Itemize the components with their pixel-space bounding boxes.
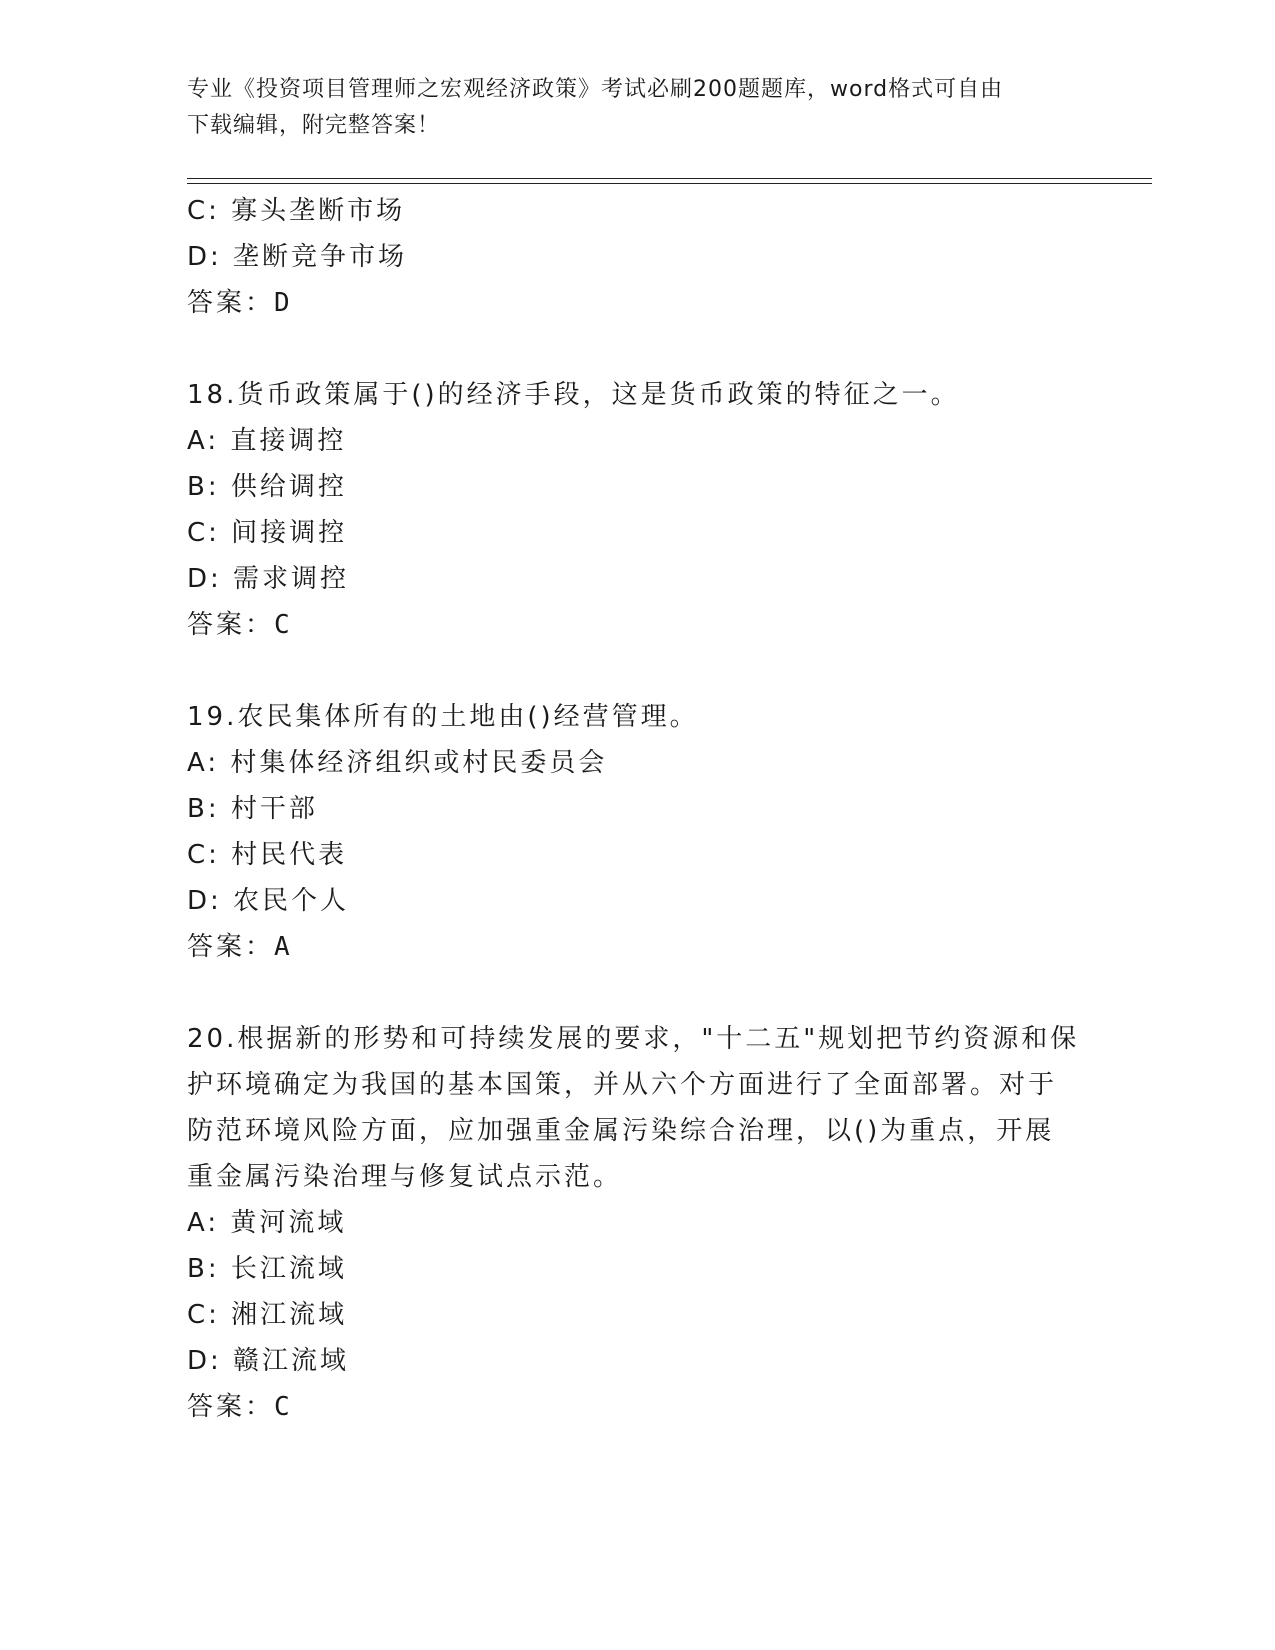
question-stem-line: 18.货币政策属于()的经济手段，这是货币政策的特征之一。 bbox=[187, 380, 960, 410]
option-b: B: 村干部 bbox=[187, 794, 318, 824]
answer-value: A bbox=[274, 932, 293, 962]
question-stem-line: 20.根据新的形势和可持续发展的要求，"十二五"规划把节约资源和保 bbox=[187, 1024, 1080, 1054]
option-a: A: 黄河流域 bbox=[187, 1208, 347, 1238]
header-divider-top bbox=[187, 178, 1152, 179]
answer-line bbox=[187, 602, 1087, 648]
option-c: C: 间接调控 bbox=[187, 518, 348, 548]
answer-label: 答案： bbox=[187, 610, 275, 640]
answer-line bbox=[187, 924, 1087, 970]
question-19 bbox=[187, 694, 1087, 970]
question-gap bbox=[187, 326, 1087, 372]
header-line-1: 专业《投资项目管理师之宏观经济政策》考试必刷200题题库，word格式可自由 bbox=[187, 77, 1004, 102]
header-divider-bottom bbox=[187, 183, 1152, 184]
question-stem-line: 护环境确定为我国的基本国策，并从六个方面进行了全面部署。对于 bbox=[187, 1070, 1058, 1100]
document-header bbox=[187, 72, 1077, 144]
option-c: C: 村民代表 bbox=[187, 840, 348, 870]
question-stem-line: 重金属污染治理与修复试点示范。 bbox=[187, 1162, 623, 1192]
question-stem-line: 19.农民集体所有的土地由()经营管理。 bbox=[187, 702, 699, 732]
question-20 bbox=[187, 1016, 1087, 1430]
question-stem bbox=[187, 1016, 1087, 1200]
question-stem bbox=[187, 372, 1087, 418]
option-d: D: 垄断竞争市场 bbox=[187, 242, 408, 272]
option-d: D: 农民个人 bbox=[187, 886, 350, 916]
question-gap bbox=[187, 648, 1087, 694]
option-b: B: 供给调控 bbox=[187, 472, 347, 502]
question-stem-line: 防范环境风险方面，应加强重金属污染综合治理，以()为重点，开展 bbox=[187, 1116, 1055, 1146]
answer-label: 答案： bbox=[187, 288, 275, 318]
option-a: A: 村集体经济组织或村民委员会 bbox=[187, 748, 608, 778]
answer-value: C bbox=[274, 1392, 293, 1422]
answer-line bbox=[187, 1384, 1087, 1430]
answer-label: 答案： bbox=[187, 1392, 275, 1422]
answer-value: C bbox=[274, 610, 293, 640]
option-a: A: 直接调控 bbox=[187, 426, 347, 456]
answer-label: 答案： bbox=[187, 932, 275, 962]
question-stem bbox=[187, 694, 1087, 740]
option-d: D: 需求调控 bbox=[187, 564, 350, 594]
answer-line bbox=[187, 280, 1087, 326]
option-b: B: 长江流域 bbox=[187, 1254, 347, 1284]
option-d: D: 赣江流域 bbox=[187, 1346, 350, 1376]
option-c: C: 寡头垄断市场 bbox=[187, 196, 406, 226]
question-list bbox=[187, 188, 1087, 1430]
option-c: C: 湘江流域 bbox=[187, 1300, 348, 1330]
question-gap bbox=[187, 970, 1087, 1016]
header-line-2: 下载编辑，附完整答案！ bbox=[187, 113, 441, 138]
answer-value: D bbox=[274, 288, 293, 318]
question-17-continuation bbox=[187, 188, 1087, 326]
question-18 bbox=[187, 372, 1087, 648]
